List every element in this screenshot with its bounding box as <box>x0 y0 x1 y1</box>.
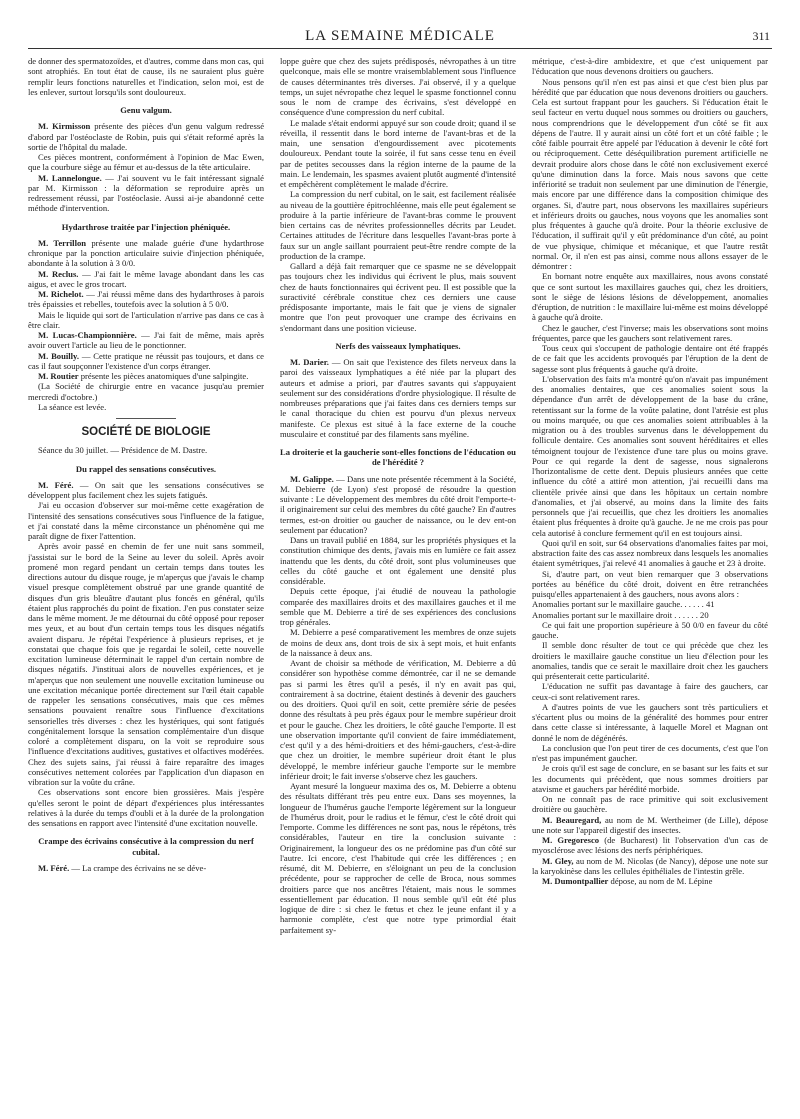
paragraph-text: au nom de M. Nicolas (de Nancy), dépose une note sur la karyokinèse dans les cellules épithéliales de l'intestin grêle. <box>532 855 768 876</box>
paragraph-text: J'ai eu occasion d'observer sur moi-même cette exagération de l'intensité des sensations consécutives sous l'influence de la fatigue, et j'ai constaté dans la même circonstance un phénomène qui me paraît digne de fixer l'attention. <box>28 500 264 541</box>
section-heading: SOCIÉTÉ DE BIOLOGIE <box>81 426 211 438</box>
article-subheading: Nerfs des vaisseaux lymphatiques. <box>335 340 461 351</box>
paragraph-text: Nous pensons qu'il n'en est pas ainsi et que c'est bien plus par hérédité que par éducation que nous devenons droitiers ou gauchers. Cela est surtout frappant pour les gauchers. Si l'éducation était le seul facteur en vertu duquel nous sommes ou droitiers ou gauchers, nous comprendrions que le développement d'un côté se fit aux dépens de l'autre. Il y aurait ainsi un côté fort et un côté faible ; le côté faible pourrait être appelé par l'éducation à devenir le côté fort ou réciproquement. Cette déséquilibration purement artificielle ne devrait produire alors chose dans le côté non exclusivement exercé qu'une diminution dans la force. Mais nous savons que cette infériorité se traduit non seulement par une diminution de l'énergie, mais encore par une différence dans la composition chimique des organes. Si, d'autre part, nous observons les maxillaires supérieurs et inférieurs droits ou gauches, nous voyons que les anomalies sont plus fréquentes à gauche qu'à droite. Pour la théorie exclusive de l'éducation, il suffirait qu'il y eût prédominance d'un côté, au point de vue physique, chimique et mécanique, et que l'autre restât normal. Or, il n'en est pas ainsi, comme nous allons essayer de le démontrer : <box>532 76 768 271</box>
paragraph <box>28 863 264 873</box>
speaker-name: M. Féré. <box>38 479 74 490</box>
paragraph <box>28 371 264 381</box>
paragraph <box>28 269 264 290</box>
speaker-name: M. Gregoresco <box>542 835 600 845</box>
speaker-name: M. Routier <box>38 371 79 381</box>
paragraph <box>532 271 768 322</box>
paragraph-text: A d'autres points de vue les gauchers sont très particuliers et s'écartent plus ou moins de la généralité des hommes pour entrer dans cette classe si intéressante, à laquelle Morel et Magnan ont donné le nom de dégénérés. <box>532 701 768 743</box>
paragraph-text: Dans un travail publié en 1884, sur les propriétés physiques et la constitution chimique des dents, j'avais mis en lumière ce fait assez inattendu que les dents, du côté droit, sont plus volumineuses que celles du côté gauche et ont également une densité plus considérable. <box>280 535 516 586</box>
paragraph <box>532 56 768 77</box>
paragraph-text: La séance est levée. <box>38 401 107 412</box>
paragraph-text: — J'ai souvent vu le fait intéressant signalé par M. Kirmisson : la déformation se reproduire après un redressement réussi, par l'ostéoclasie. Aussi ai-je abandonné cette méthode d'intervention. <box>28 172 264 214</box>
article-subheading: Du rappel des sensations consécutives. <box>75 463 217 474</box>
paragraph-text: Je crois qu'il est sage de conclure, en se basant sur les faits et sur les documents qui précèdent, que nous sommes droitiers par atavisme et gauchers par hérédité morbide. <box>532 763 768 794</box>
paragraph <box>532 610 768 620</box>
paragraph-text: Il semble donc résulter de tout ce qui précède que chez les droitiers le maxillaire gauche constitue un lieu d'élection pour les anomalies, tandis que ce serait le maxillaire droit chez les gauchers qui présenterait cette particularité. <box>532 640 768 681</box>
paragraph-text: Ces observations sont encore bien grossières. Mais j'espère qu'elles seront le point de départ d'expériences plus intéressantes relatives à la durée du temps d'oubli et à la durée de la prolongation des sensations en rapport avec l'intensité d'une excitation nouvelle. <box>28 787 264 828</box>
section-divider <box>116 418 176 419</box>
paragraph <box>28 541 264 787</box>
paragraph <box>28 402 264 412</box>
paragraph <box>532 538 768 569</box>
paragraph-text: Anomalies portant sur le maxillaire droit . . . . . . 20 <box>532 609 709 620</box>
paragraph-text: — J'ai fait de même, mais après avoir ouvert l'article au lieu de le ponctionner. <box>28 330 264 351</box>
paragraph-text: Après avoir passé en chemin de fer une nuit sans sommeil, j'assistai sur le bord de la Seine au lever du soleil. Après avoir promené mon regard pendant un certain temps dans toutes les directions autour du disque rouge, je m'aperçus que j'avais le champ visuel presque complètement obstrué par une grande quantité de disques d'un gris bleuâtre d'autant plus foncés en général, qu'ils étaient plus rapprochés du point de fixation. J'en pus constater seize dans le même moment. Je me détournai du côté opposé pour reposer mes yeux, et au bout d'un certain temps tous les disques négatifs avaient disparu. Je répétai l'expérience à plusieurs reprises, et je constatai que chaque fois que je regardai le soleil, cette nouvelle excitation lumineuse déterminait le rappel d'un certain nombre de disques négatifs. J'instituai alors de nouvelles expériences, et je m'aperçus que non seulement une nouvelle excitation lumineuse ou une excitation mécanique portée directement sur l'œil était capable de rappeler les sensations consécutives, mais que ces mêmes sensations pouvaient renaître sous l'influence d'excitations sensorielles très diverses : chez les hystériques, qui sont fatigués congénitalement lorsque la sensation complémentaire d'un disque coloré a complètement disparu, on la voit se reproduire sous l'influence d'excitations auditives, gustatives et olfactives modérées. Chez des sujets sains, j'ai réussi à faire reparaître des images consécutives nettement colorées par l'application d'un diapason en vibration sur la voûte du crâne. <box>28 541 264 787</box>
column-1 <box>28 56 264 1108</box>
paragraph <box>532 835 768 856</box>
paragraph-text: loppe guère que chez des sujets prédisposés, névropathes à un titre quelconque, mais elle se montre vraisemblablement sous l'influence de causes déterminantes très diverses. J'ai observé, il y a quelque temps, un sujet névropathe chez lequel le spasme fonctionnel connu sous le nom de crampe des écrivains, s'est développé en conséquence d'une compression du nerf cubital. <box>280 56 516 118</box>
paragraph <box>28 381 264 402</box>
paragraph <box>28 152 264 173</box>
column-2 <box>280 56 516 1108</box>
column-3 <box>532 56 768 1108</box>
paragraph-text: — On sait que l'existence des filets nerveux dans la paroi des vaisseaux lymphatiques a été niée par la plupart des auteurs et admise a priori, par d'autres savants qui s'appuyaient seulement sur des considérations d'ordre physiologique. Il résulte de nombreuses préparations que j'ai faites dans ces derniers temps sur le canal thoracique du chien est pourvu d'un plexus nerveux manifeste. Ce plexus est situé à la face externe de la couche musculaire et constitué par des filaments sans myéline. <box>280 357 516 439</box>
paragraph-text: Le malade s'était endormi appuyé sur son coude droit; quand il se réveilla, il ressentit dans le bord interne de l'avant-bras et de la main, une sensation d'engourdissement avec picotements douloureux. Pendant toute la soirée, il fut sans cesse tenu en éveil par de petites secousses dans la région interne de la paume de la main. Le lendemain, les spasmes avaient plutôt augmenté d'intensité et empêchèrent complètement le malade d'écrire. <box>280 117 516 189</box>
paragraph <box>28 173 264 214</box>
paragraph <box>532 856 768 877</box>
speaker-name: M. Lannelongue. <box>38 172 102 183</box>
paragraph-text: de donner des spermatozoïdes, et d'autres, comme dans mon cas, qui sont atrophiés. En tout état de cause, ils ne sauraient plus guère remplir leurs fonctions naturelles et l'indication, selon moi, est de les enlever, surtout lorsqu'ils sont douloureux. <box>28 56 264 97</box>
paragraph <box>28 500 264 541</box>
paragraph <box>28 121 264 152</box>
paragraph-text: Avant de choisir sa méthode de vérification, M. Debierre a dû considérer son hypothèse comme démontrée, car il ne se demande pas si parmi les êtres qu'il a pesés, il n'y en avait pas qui, contrairement à sa doctrine, étaient destinés à devenir des gauchers ou des droitiers. Quoi qu'il en soit, cette première série de pesées donne des résultats à peu près égaux pour le membre supérieur droit et pour le gauche. Chez les droitiers, le côté gauche l'emporte. Il est une observation importante qu'il convient de faire immédiatement, c'est qu'il y a des hémi-droitiers et des hémi-gauchers, c'est-à-dire que chez un droitier, le membre supérieur droit étant le plus développé, le membre inférieur gauche l'emporte sur le membre inférieur droit; le fait inverse s'observe chez les gauchers. <box>280 658 516 781</box>
paragraph-text: (La Société de chirurgie entre en vacance jusqu'au premier mercredi d'octobre.) <box>28 381 264 402</box>
article-subheading: La droiterie et la gaucherie sont-elles fonctions de l'éducation ou de l'hérédité ? <box>280 447 516 468</box>
paragraph <box>532 640 768 681</box>
paragraph-text: M. Debierre a pesé comparativement les membres de onze sujets de moins de deux ans, dont trois de six à sept mois, et huit enfants de la naissance à deux ans. <box>280 627 516 658</box>
paragraph <box>280 56 516 118</box>
paragraph <box>532 77 768 272</box>
paragraph <box>280 658 516 781</box>
paragraph-text: présente des pièces d'un genu valgum redressé d'abord par l'ostéoclaste de Robin, puis qui s'était reformé après la sortie de l'hôpital du malade. <box>28 121 264 152</box>
paragraph-text: Tous ceux qui s'occupent de pathologie dentaire ont été frappés de ce fait que les accidents provoqués par l'éruption de la dent de sagesse sont plus fréquents à gauche qu'à droite. <box>532 343 768 374</box>
paragraph-text: Ces pièces montrent, conformément à l'opinion de Mac Ewen, que la courbure siège au fémur et au-dessus de la tête articulaire. <box>28 152 264 173</box>
paragraph <box>532 323 768 344</box>
paragraph-text: — J'ai réussi même dans des hydarthroses à parois très épaissies et rebelles, toutefois avec la solution à 5 0/0. <box>28 289 264 310</box>
paragraph-text: On ne connaît pas de race primitive qui soit exclusivement droitière ou gauchère. <box>532 794 768 815</box>
paragraph-text: Depuis cette époque, j'ai étudié de nouveau la pathologie comparée des maxillaires droits et des maxillaires gauches et il me semble que M. Debierre a tiré de ses expériences des conclusions trop générales. <box>280 586 516 627</box>
paragraph-text: — La crampe des écrivains ne se déve- <box>71 862 207 873</box>
paragraph-text: L'observation des faits m'a montré qu'on n'avait pas impunément des anomalies dentaires, que ces anomalies soient sous la dépendance d'un arrêt de développement de la base du crâne, retentissant sur la forme de la voûte palatine, dont l'atrésie est plus ou moins marquée, ou que ces anomalies soient attribuables à la migration ou à des troubles survenus dans le développement du follicule dentaire. Ces anomalies sont souvent héréditaires et elles témoignent toujour de l'existence d'une tare plus ou moins grave. Pour ce qui regarde la dent de sagesse, nous signalerons l'horizontalisme de cette dent. Depuis plusieurs années que cette influence du côté a attiré mon attention, j'ai recueilli dans ma clientèle privée ainsi que dans les hôpitaux un certain nombre d'anomalies, et j'ai observé, au moins dans la limite des faits personnels que j'ai recueillis, que chez les droitiers les anomalies étaient plus fréquentes à droite qu'à gauche. Je ne me crois pas pour cela autorisé à conclure fermement qu'il en est toujours ainsi. <box>532 373 768 538</box>
paragraph <box>28 480 264 501</box>
speaker-name: M. Lucas-Championnière. <box>38 330 137 340</box>
paragraph-text: — Cette pratique ne réussit pas toujours, et dans ce cas il faut soupçonner l'existence d'un corps étranger. <box>28 350 264 371</box>
paragraph <box>28 289 264 310</box>
paragraph <box>280 357 516 439</box>
speaker-name: M. Richelot. <box>38 289 84 299</box>
paragraph-text: Quoi qu'il en soit, sur 64 observations d'anomalies faites par moi, abstraction faite des cas assez nombreux dans lesquels les anomalies étaient symétriques, j'ai relevé 41 anomalies à gauche et 23 à droite. <box>532 537 768 569</box>
paragraph <box>28 787 264 828</box>
page-number: 311 <box>752 29 770 43</box>
paragraph <box>532 569 768 600</box>
article-subheading: Crampe des écrivains consécutive à la compression du nerf cubital. <box>38 836 254 857</box>
paragraph-text: présente une malade guérie d'une hydarthrose chronique par la ponction articulaire suivie d'injection phéniquée, abondante à la solution à 3 0/0. <box>28 237 264 269</box>
paragraph-text: Chez le gaucher, c'est l'inverse; mais les observations sont moins fréquentes, parce que les gauchers sont relativement rares. <box>532 322 768 343</box>
paragraph <box>532 876 768 886</box>
speaker-name: M. Darier. <box>290 357 329 367</box>
speaker-name: M. Kirmisson <box>38 121 91 132</box>
paragraph <box>280 627 516 658</box>
paragraph <box>532 743 768 764</box>
paragraph-text: Séance du 30 juillet. — Présidence de M. Dastre. <box>38 445 208 456</box>
paragraph-text: La conclusion que l'on peut tirer de ces documents, c'est que l'on n'est pas impunément gaucher. <box>532 742 768 763</box>
paragraph <box>28 330 264 351</box>
speaker-name: M. Reclus. <box>38 268 79 279</box>
paragraph <box>532 599 768 609</box>
paragraph-text: — Dans une note présentée récemment à la Société, M. Debierre (de Lyon) s'est proposé de résoudre la question suivante : Le développement des membres du côté droit l'emporte-t-il originairement sur celui des membres du côté gauche? En d'autres termes, est-on droitier ou gaucher de naissance, ou le dev ent-on seulement par éducation? <box>280 473 516 535</box>
paragraph-text: au nom de M. Wertheimer (de Lille), dépose une note sur l'appareil digestif des insectes. <box>532 814 768 835</box>
paragraph-text: L'éducation ne suffit pas davantage à faire des gauchers, car ceux-ci sont relativement rares. <box>532 681 768 702</box>
paragraph <box>532 794 768 815</box>
speaker-name: M. Terrillon <box>38 237 87 248</box>
paragraph <box>28 445 264 455</box>
paragraph <box>532 763 768 794</box>
paragraph <box>532 815 768 836</box>
page-header <box>28 28 772 46</box>
paragraph-text: En bornant notre enquête aux maxillaires, nous avons constaté que ce sont surtout les maxillaires gauches qui, chez les droitiers, sont le siège de lésions lésions de développement, anomalies d'éruption, de nutrition : le maxillaire lui-même est moins développé à gauche qu'à droite. <box>532 271 768 323</box>
paragraph-text: Anomalies portant sur le maxillaire gauche. . . . . . 41 <box>532 599 715 610</box>
paragraph <box>532 620 768 641</box>
paragraph <box>280 586 516 627</box>
paragraph <box>532 343 768 374</box>
header-rule <box>28 48 772 49</box>
article-subheading: Genu valgum. <box>120 105 172 115</box>
paragraph <box>28 56 264 97</box>
paragraph-text: Si, d'autre part, on veut bien remarquer que 3 observations portées au bénéfice du côté droit, doivent en être retranchées puisqu'elles appartenaient à des gauchers, nous avons alors : <box>532 568 768 599</box>
paragraph-text: Gallard a déjà fait remarquer que ce spasme ne se développait pas toujours chez les individus qui écrivent le plus, mais souvent chez de hauts fonctionnaires qui écrivent peu. Il est possible que la suractivité cérébrale constitue chez ces derniers une cause prédisposante importante, mais le fait que je viens de signaler montre que l'on peut provoquer une crampe des écrivains en s'endormant dans une position vicieuse. <box>280 261 516 333</box>
speaker-name: M. Gley, <box>542 855 574 866</box>
paragraph-text: Ayant mesuré la longueur maxima des os, M. Debierre a obtenu des résultats différant très peu entre eux. Dans ses moyennes, la longueur de l'humérus gauche l'emporte légèrement sur la longueur de l'humérus droit, pour le radius et le fémur, c'est le côté droit qui l'emporte. Comme les différences ne sont pas, nous le répétons, très considérables, l'auteur en tire la conclusion suivante : Originairement, la longueur des os ne prédomine pas d'un côté sur l'autre. Ici encore, c'est l'habitude qui crée les différences ; en résumé, dit M. Debierre, en s'éloignant un peu de la conclusion précédente, pour se rapprocher de celle de Broca, nous sommes droitiers parce que nos ancêtres l'étaient, mais nous le sommes essentiellement par éducation. Il nous semble qu'il eût été plus logique de dire : si chez le fœtus et chez le jeune enfant il y a harmonie complète, c'est que notre type primordial était parfaitement sy- <box>280 781 516 935</box>
speaker-name: M. Galippe. <box>290 473 334 484</box>
paragraph <box>280 781 516 935</box>
paragraph-text: La compression du nerf cubital, on le sait, est facilement réalisée au niveau de la gouttière épitrochléenne, mais elle peut également se produire à la partie inférieure de l'avant-bras comme le prouvent bien certains cas de névrites professionnelles décrits par Leudet. Certaines attitudes de l'écriture dans lesquelles l'avant-bras porte à faux sur un angle saillant pourraient peut-être rendre compte de la production de la crampe. <box>280 189 516 261</box>
paragraph-text: Ce qui fait une proportion supérieure à 50 0/0 en faveur du côté gauche. <box>532 619 768 640</box>
paragraph-text: dépose, au nom de M. Lépine <box>610 876 713 886</box>
article-subheading: Hydarthrose traitée par l'injection phéniquée. <box>61 221 231 232</box>
paragraph-text: présente les pièces anatomiques d'une salpingite. <box>80 371 249 381</box>
paragraph <box>280 535 516 586</box>
paragraph <box>532 374 768 538</box>
paragraph-text: Mais le liquide qui sort de l'articulation n'arrive pas dans ce cas à être clair. <box>28 309 264 330</box>
paragraph <box>28 238 264 269</box>
paragraph <box>280 118 516 190</box>
speaker-name: M. Beauregard, <box>542 814 602 825</box>
paragraph-text: — J'ai fait le même lavage abondant dans les cas aigus, et avec le gros trocart. <box>28 268 264 289</box>
speaker-name: M. Bouilly. <box>38 350 80 361</box>
speaker-name: M. Féré. <box>38 862 70 873</box>
journal-title: LA SEMAINE MÉDICALE <box>305 28 495 44</box>
paragraph-text: — On sait que les sensations consécutives se développent plus facilement chez les sujets fatigués. <box>28 479 264 500</box>
paragraph-text: métrique, c'est-à-dire ambidextre, et que c'est uniquement par l'éducation que nous devenons droitiers ou gauchers. <box>532 56 768 77</box>
paragraph <box>28 351 264 372</box>
paragraph-text: (de Bucharest) lit l'observation d'un cas de myosclérose avec lésions des nerfs périphériques. <box>532 835 768 856</box>
paragraph <box>532 681 768 702</box>
paragraph <box>28 310 264 331</box>
paragraph <box>532 702 768 743</box>
paragraph <box>280 474 516 536</box>
paragraph <box>280 189 516 261</box>
speaker-name: M. Dumontpallier <box>542 876 609 886</box>
paragraph <box>280 261 516 333</box>
